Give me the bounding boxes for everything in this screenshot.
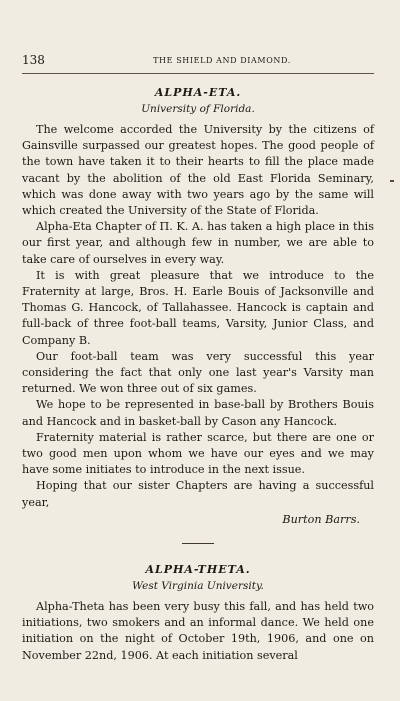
paragraph: Alpha-Theta has been very busy this fall, and has held two initiations, two smokers and an informal dance. We held one initiation on the night of October 19th, 1906, and one on November 22nd, 1906. At each initiation several [22,600,374,662]
paragraph: Fraternity material is rather scarce, but there are one or two good men upon whom we have our eyes and we may have some initiates to introduce in the next issue. [22,430,374,477]
section-title: ALPHA-ETA. [154,86,242,99]
section-subtitle: West Virginia University. [132,580,264,593]
section-subtitle: University of Florida. [141,103,255,115]
signature: Burton Barrs. [282,512,360,526]
section-divider [182,543,214,544]
page-content [22,85,374,664]
paragraph: We hope to be represented in base-ball by Brothers Bouis and Hancock and in basket-ball by Cason any Hancock. [22,398,374,428]
page-number: 138 [22,53,45,67]
paragraph: It is with great pleasure that we introduce to the Fraternity at large, Bros. H. Earle Bouis of Jacksonville and Thomas G. Hancock, of Tallahassee. Hancock is captain and full-back of three foot-ball teams, Varsity, Junior Class, and Company B. [22,268,374,347]
section-alpha-eta [22,85,374,528]
running-title: THE SHIELD AND DIAMOND. [153,56,291,65]
header-rule [22,73,374,74]
paragraph: Our foot-ball team was very successful this year considering the fact that only one last year's Varsity man returned. We won three out of six games. [22,349,374,396]
section-title: ALPHA-THETA. [145,563,251,577]
paragraph: Alpha-Eta Chapter of Π. K. A. has taken a high place in this our first year, and although few in number, we are able to take care of ourselves in every way. [22,220,374,266]
paragraph: The welcome accorded the University by the citizens of Gainsville surpassed our greatest hopes. The good people of the town have taken it to their hearts to fill the place made vacant by the abolition of the old East Florida Seminary, which was done away with two years ago by the same will which created the University of the State of Florida. [22,123,374,218]
section-alpha-theta [22,562,374,664]
scan-mark [390,180,394,182]
paragraph: Hoping that our sister Chapters are having a successful year, [22,479,374,509]
